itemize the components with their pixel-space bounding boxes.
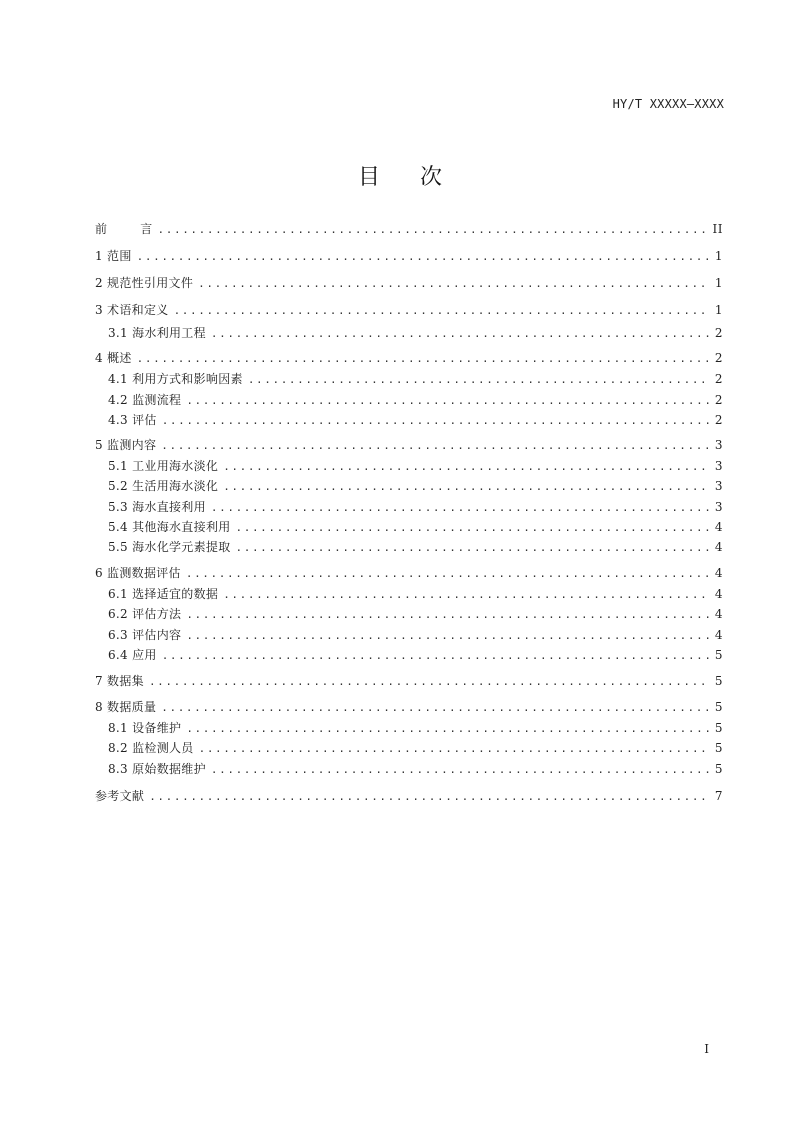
toc-dot-leader — [198, 277, 710, 291]
toc-entry[interactable] — [95, 566, 723, 581]
toc-entry[interactable] — [95, 351, 723, 366]
toc-page-number: 2 — [714, 413, 723, 427]
toc-entry-label: 8.1 设备维护 — [108, 721, 182, 735]
toc-dot-leader — [186, 394, 710, 408]
toc-subentry[interactable] — [95, 628, 723, 643]
toc-entry-label: 5.5 海水化学元素提取 — [108, 540, 231, 554]
toc-dot-leader — [162, 414, 710, 428]
toc-subentry[interactable] — [95, 372, 723, 387]
document-code: HY/T XXXXX—XXXX — [612, 97, 724, 111]
toc-page-number: 4 — [714, 540, 723, 554]
toc-entry-label: 4.2 监测流程 — [108, 393, 182, 407]
toc-page-number: 3 — [714, 479, 723, 493]
toc-page-number: 1 — [714, 276, 723, 290]
toc-page-number: 3 — [714, 438, 723, 452]
toc-page-number: 5 — [714, 762, 723, 776]
toc-subentry[interactable] — [95, 587, 723, 602]
toc-page-number: 5 — [714, 648, 723, 662]
toc-subentry[interactable] — [95, 413, 723, 428]
toc-subentry[interactable] — [95, 326, 723, 341]
toc-entry-label: 4.1 利用方式和影响因素 — [108, 372, 243, 386]
toc-entry-label: 8 数据质量 — [95, 700, 157, 714]
toc-page-number: 5 — [714, 674, 723, 688]
toc-entry[interactable] — [95, 700, 723, 715]
toc-entry-label: 参考文献 — [95, 789, 145, 803]
toc-dot-leader — [158, 223, 708, 237]
toc-dot-leader — [174, 304, 710, 318]
toc-page-number: 4 — [714, 566, 723, 580]
toc-dot-leader — [223, 588, 710, 602]
page-number: I — [704, 1042, 709, 1056]
toc-subentry[interactable] — [95, 741, 723, 756]
toc-page-number: 2 — [714, 326, 723, 340]
toc-entry-label: 3 术语和定义 — [95, 303, 169, 317]
toc-entry-label: 4 概述 — [95, 351, 132, 365]
page-title: 目次 — [357, 165, 482, 190]
toc-dot-leader — [236, 541, 710, 555]
toc-subentry[interactable] — [95, 459, 723, 474]
toc-entry[interactable] — [95, 303, 723, 318]
toc-entry-label: 6.2 评估方法 — [108, 607, 182, 621]
toc-dot-leader — [137, 352, 710, 366]
toc-entry[interactable] — [95, 674, 723, 689]
toc-subentry[interactable] — [95, 520, 723, 535]
toc-page-number: 7 — [714, 789, 723, 803]
toc-page-number: 2 — [714, 393, 723, 407]
toc-page-number: 4 — [714, 520, 723, 534]
toc-page-number: 1 — [714, 249, 723, 263]
toc-subentry[interactable] — [95, 540, 723, 555]
toc-entry-label: 6.1 选择适宜的数据 — [108, 587, 219, 601]
toc-entry-label: 3.1 海水利用工程 — [108, 326, 206, 340]
toc-dot-leader — [162, 649, 710, 663]
toc-subentry[interactable] — [95, 479, 723, 494]
toc-entry-label: 6 监测数据评估 — [95, 566, 181, 580]
toc-page-number: II — [712, 222, 723, 236]
toc-entry-label: 8.3 原始数据维护 — [108, 762, 206, 776]
toc-entry-label: 5.3 海水直接利用 — [108, 500, 206, 514]
toc-subentry[interactable] — [95, 648, 723, 663]
toc-entry-label: 6.4 应用 — [108, 648, 157, 662]
toc-entry-label: 5 监测内容 — [95, 438, 157, 452]
toc-dot-leader — [161, 439, 710, 453]
toc-page-number: 3 — [714, 500, 723, 514]
toc-dot-leader — [236, 521, 710, 535]
toc-page-number: 4 — [714, 587, 723, 601]
toc-dot-leader — [223, 460, 710, 474]
toc-dot-leader — [199, 742, 710, 756]
toc-entry[interactable] — [95, 222, 723, 237]
toc-entry-label: 5.1 工业用海水淡化 — [108, 459, 219, 473]
toc-dot-leader — [186, 608, 710, 622]
toc-page-number: 3 — [714, 459, 723, 473]
toc-dot-leader — [186, 629, 710, 643]
toc-dot-leader — [149, 790, 710, 804]
toc-entry-label: 7 数据集 — [95, 674, 144, 688]
toc-entry-label: 前 言 — [95, 222, 153, 236]
toc-entry-label: 5.2 生活用海水淡化 — [108, 479, 219, 493]
toc-entry[interactable] — [95, 276, 723, 291]
toc-subentry[interactable] — [95, 721, 723, 736]
toc-page-number: 4 — [714, 628, 723, 642]
toc-dot-leader — [186, 567, 710, 581]
toc-entry[interactable] — [95, 249, 723, 264]
toc-page-number: 5 — [714, 721, 723, 735]
toc-dot-leader — [186, 722, 710, 736]
toc-dot-leader — [161, 701, 710, 715]
toc-page-number: 5 — [714, 741, 723, 755]
toc-dot-leader — [223, 480, 710, 494]
toc-entry-label: 6.3 评估内容 — [108, 628, 182, 642]
toc-dot-leader — [149, 675, 710, 689]
toc-entry-label: 5.4 其他海水直接利用 — [108, 520, 231, 534]
toc-dot-leader — [211, 327, 710, 341]
toc-entry-label: 4.3 评估 — [108, 413, 157, 427]
toc-entry[interactable] — [95, 438, 723, 453]
toc-page-number: 2 — [714, 351, 723, 365]
toc-entry[interactable] — [95, 789, 723, 804]
toc-dot-leader — [248, 373, 710, 387]
toc-page-number: 5 — [714, 700, 723, 714]
toc-page-number: 2 — [714, 372, 723, 386]
toc-subentry[interactable] — [95, 607, 723, 622]
toc-subentry[interactable] — [95, 393, 723, 408]
toc-subentry[interactable] — [95, 500, 723, 515]
toc-dot-leader — [211, 763, 710, 777]
toc-entry-label: 8.2 监检测人员 — [108, 741, 194, 755]
toc-dot-leader — [137, 250, 710, 264]
toc-entry-label: 2 规范性引用文件 — [95, 276, 194, 290]
toc-page-number: 4 — [714, 607, 723, 621]
toc-entry-label: 1 范围 — [95, 249, 132, 263]
toc-dot-leader — [211, 501, 710, 515]
toc-subentry[interactable] — [95, 762, 723, 777]
toc-page-number: 1 — [714, 303, 723, 317]
